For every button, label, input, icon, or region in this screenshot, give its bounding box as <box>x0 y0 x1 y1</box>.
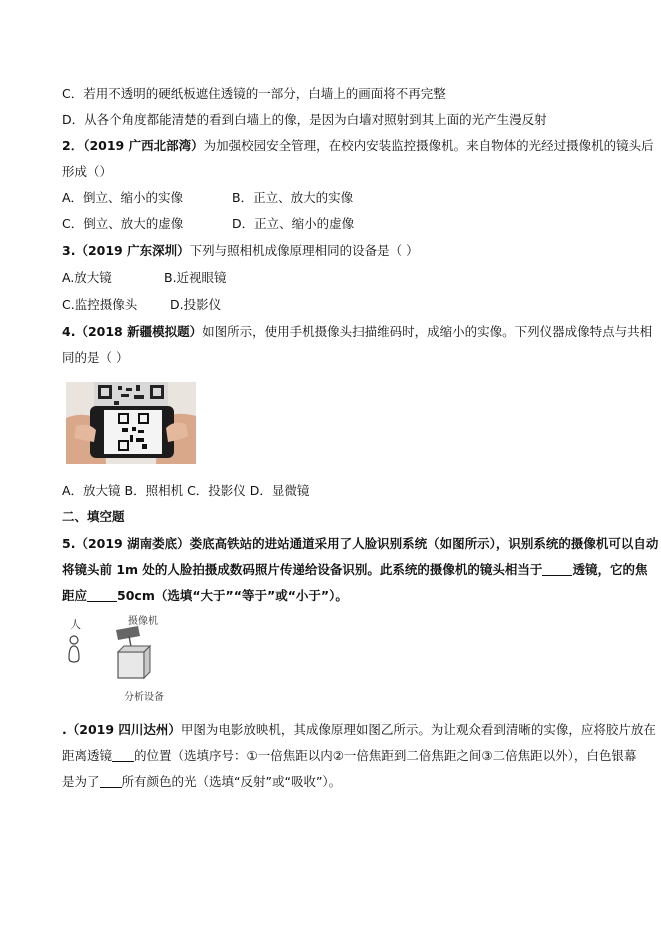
camera-icon <box>116 626 140 640</box>
q5-line1: 5.（2019 湖南娄底）娄底高铁站的进站通道采用了人脸识别系统（如图所示），识别系统的摄像机可以自动 <box>62 536 659 551</box>
q2-option-b: B．正立、放大的实像 <box>232 190 354 205</box>
q3-text: 下列与照相机成像原理相同的设备是（ ） <box>189 243 419 258</box>
answer-blank[interactable] <box>100 775 122 788</box>
q3-option-a: A.放大镜 <box>62 270 112 285</box>
q6-line2 <box>62 748 636 764</box>
answer-blank[interactable] <box>87 589 117 602</box>
q3-option-b: B.近视眼镜 <box>164 270 227 285</box>
q2-source: （2019 广西北部湾） <box>83 138 204 153</box>
q3-option-c: C.监控摄像头 <box>62 297 138 312</box>
q4-source: 4.（2018 新疆模拟题） <box>62 324 203 339</box>
q2-options-row1 <box>62 190 353 206</box>
phone-qr-scan-photo <box>66 382 196 464</box>
q6-line2-end: 的位置（选填序号：①一倍焦距以内②一倍焦距到二倍焦距之间③二倍焦距以外），白色银幕 <box>134 748 637 763</box>
fig-label-person: 人 <box>70 618 81 631</box>
fig-label-device: 分析设备 <box>124 692 164 703</box>
fig-label-camera: 摄像机 <box>128 616 158 627</box>
device-box-icon <box>118 652 144 678</box>
q6-line2-text: 距离透镜 <box>62 748 113 763</box>
q6-line3-text: 是为了 <box>62 774 100 789</box>
option-d-prev: D．从各个角度都能清楚的看到白墙上的像，是因为白墙对照射到其上面的光产生漫反射 <box>62 112 547 127</box>
q5-line3-text: 距应 <box>62 588 88 603</box>
q3-source: 3.（2019 广东深圳） <box>62 243 190 258</box>
face-recognition-figure <box>62 612 172 708</box>
q6-source: .（2019 四川达州） <box>62 722 181 737</box>
q2-text-cont: 形成（） <box>62 164 113 179</box>
option-c-prev: C．若用不透明的硬纸板遮住透镜的一部分，白墙上的画面将不再完整 <box>62 86 446 101</box>
q2-number: 2． <box>62 138 84 153</box>
q6-line3-end: 所有颜色的光（选填“反射”或“吸收”）。 <box>121 774 342 789</box>
q4-options: A．放大镜 B．照相机 C．投影仪 D．显微镜 <box>62 483 310 498</box>
q3-option-d: D.投影仪 <box>170 297 222 312</box>
q2-options-row2 <box>62 216 354 232</box>
answer-blank[interactable] <box>542 563 572 576</box>
q5-line2-text: 将镜头前 1m 处的人脸拍摄成数码照片传递给设备识别。此系统的摄像机的镜头相当于 <box>62 562 543 577</box>
answer-blank[interactable] <box>112 749 134 762</box>
q2-option-a: A．倒立、缩小的实像 <box>62 190 184 205</box>
q5-line3 <box>62 588 348 604</box>
q5-line3-end: 50cm（选填“大于”“等于”或“小于”）。 <box>117 588 348 603</box>
q6-text: 甲图为电影放映机，其成像原理如图乙所示。为让观众看到清晰的实像，应将胶片放在 <box>180 722 656 737</box>
question-4 <box>62 324 652 340</box>
q4-text: 如图所示，使用手机摄像头扫描维码时，成缩小的实像。下列仪器成像特点与共相 <box>202 324 653 339</box>
q2-text: 为加强校园安全管理，在校内安装监控摄像机。来自物体的光经过摄像机的镜头后 <box>203 138 654 153</box>
question-3 <box>62 243 419 259</box>
q3-options-row1 <box>62 270 227 286</box>
q6-line1 <box>62 722 656 738</box>
section-heading: 二、填空题 <box>62 509 125 524</box>
q3-options-row2 <box>62 297 221 313</box>
q4-text-cont: 同的是（ ） <box>62 350 129 365</box>
q2-option-c: C．倒立、放大的虚像 <box>62 216 184 231</box>
q5-line2-end: 透镜，它的焦 <box>572 562 648 577</box>
q6-line3 <box>62 774 341 790</box>
q5-line2 <box>62 562 647 578</box>
question-2 <box>62 138 654 154</box>
person-icon <box>70 636 78 644</box>
q2-option-d: D．正立、缩小的虚像 <box>232 216 355 231</box>
